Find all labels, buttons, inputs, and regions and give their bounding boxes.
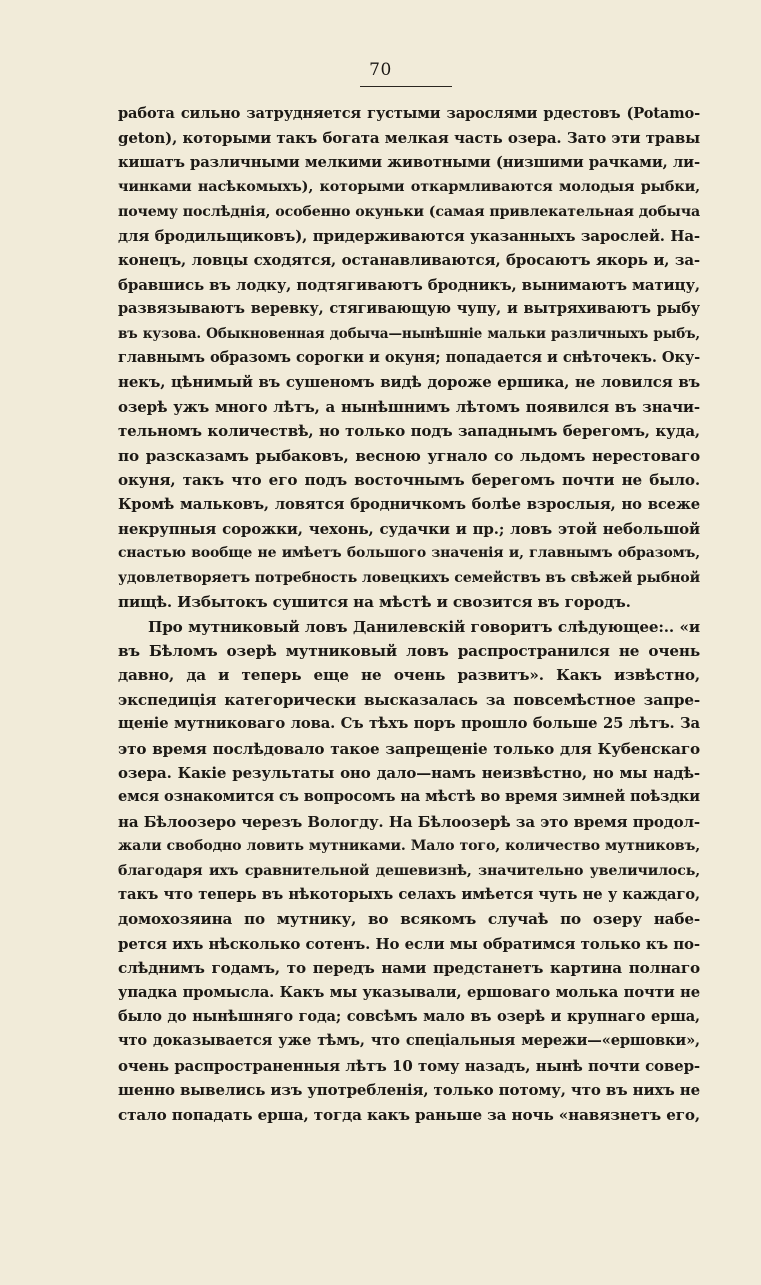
text-line: озера. Какіе результаты оно дало—намъ неизвѣстно, но мы надѣ- [118, 763, 700, 782]
text-line: окуня, такъ что его подъ восточнымъ берегомъ почти не было. [118, 471, 700, 490]
text-line: въ кузова. Обыкновенная добыча—нынѣшніе мальки различныхъ рыбъ, [118, 325, 700, 342]
text-line: шенно вывелись изъ употребленія, только потому, что въ нихъ не [118, 1081, 700, 1100]
text-line: развязываютъ веревку, стягивающую чупу, и вытряхиваютъ рыбу [118, 300, 700, 318]
text-line: емся ознакомится съ вопросомъ на мѣстѣ во время зимней поѣздки [118, 788, 700, 806]
text-line: geton), которыми такъ богата мелкая часть озера. Зато эти травы [118, 129, 700, 148]
text-line: бравшись въ лодку, подтягиваютъ бродникъ, вынимаютъ матицу, [118, 275, 700, 294]
text-line: главнымъ образомъ сорогки и окуня; попадается и снѣточекъ. Оку- [118, 349, 700, 367]
text-line: что доказывается уже тѣмъ, что спеціальныя мережи—«ершовки», [118, 1032, 700, 1050]
text-line: это время послѣдовало такое запрещеніе только для Кубенскаго [118, 739, 700, 758]
text-line: Кромѣ мальковъ, ловятся бродничкомъ болѣе взрослыя, но всеже [118, 495, 700, 513]
text-line: на Бѣлоозеро черезъ Вологду. На Бѣлоозерѣ за это время продол- [118, 812, 700, 831]
text-line: Про мутниковый ловъ Данилевскій говоритъ слѣдующее:.. «и [148, 617, 700, 636]
text-line: удовлетворяетъ потребность ловецкихъ семействъ въ свѣжей рыбной [118, 569, 700, 586]
text-line: кишатъ различными мелкими животными (низшими рачками, ли- [118, 153, 700, 171]
text-line: благодаря ихъ сравнительной дешевизнѣ, значительно увеличилось, [118, 862, 700, 879]
text-line: стало попадать ерша, тогда какъ раньше за ночь «навязнетъ его, [118, 1105, 700, 1124]
text-line: пищѣ. Избытокъ сушится на мѣстѣ и свозится въ городъ. [118, 593, 631, 612]
text-line: очень распространенныя лѣтъ 10 тому назадъ, нынѣ почти совер- [118, 1056, 700, 1075]
text-line: въ Бѣломъ озерѣ мутниковый ловъ распространился не очень [118, 641, 700, 660]
text-line: для бродильщиковъ), придерживаются указанныхъ зарослей. На- [118, 227, 700, 246]
text-line: некъ, цѣнимый въ сушеномъ видѣ дороже ершика, не ловился въ [118, 373, 700, 392]
page-number: 70 [369, 60, 392, 80]
text-line: щеніе мутниковаго лова. Съ тѣхъ поръ прошло больше 25 лѣтъ. За [118, 715, 700, 733]
text-line: рется ихъ нѣсколько сотенъ. Но если мы обратимся только къ по- [118, 934, 700, 953]
text-line: было до нынѣшняго года; совсѣмъ мало въ озерѣ и крупнаго ерша, [118, 1008, 700, 1026]
text-line: давно, да и теперь еще не очень развитъ». Какъ извѣстно, [118, 666, 700, 685]
text-line: по разсказамъ рыбаковъ, весною угнало со льдомъ нерестоваго [118, 446, 700, 465]
body-text [118, 102, 700, 1127]
text-line: слѣднимъ годамъ, то передъ нами предстанетъ картина полнаго [118, 959, 700, 978]
text-line: конецъ, ловцы сходятся, останавливаются, бросаютъ якорь и, за- [118, 251, 700, 270]
text-line: некрупныя сорожки, чехонь, судачки и пр.; ловъ этой небольшой [118, 519, 700, 538]
text-line: такъ что теперь въ нѣкоторыхъ селахъ имѣется чуть не у каждаго, [118, 886, 700, 903]
text-line: экспедиція категорически высказалась за повсемѣстное запре- [118, 690, 700, 709]
text-line: чинками насѣкомыхъ), которыми откармливаются молодыя рыбки, [118, 178, 700, 196]
text-line: домохозяина по мутнику, во всякомъ случаѣ по озеру набе- [118, 910, 700, 929]
text-line: работа сильно затрудняется густыми зарослями рдестовъ (Potamo- [118, 105, 700, 122]
text-line: почему послѣднія, особенно окуньки (самая привлекательная добыча [118, 203, 700, 220]
text-line: упадка промысла. Какъ мы указывали, ершоваго молька почти не [118, 983, 700, 1001]
text-line: снастью вообще не имѣетъ большого значенія и, главнымъ образомъ, [118, 545, 700, 562]
text-line: тельномъ количествѣ, но только подъ западнымъ берегомъ, куда, [118, 422, 700, 441]
header-rule [360, 86, 452, 87]
text-line: жали свободно ловить мутниками. Мало того, количество мутниковъ, [118, 838, 700, 855]
text-line: озерѣ ужъ много лѣтъ, а нынѣшнимъ лѣтомъ появился въ значи- [118, 397, 700, 416]
